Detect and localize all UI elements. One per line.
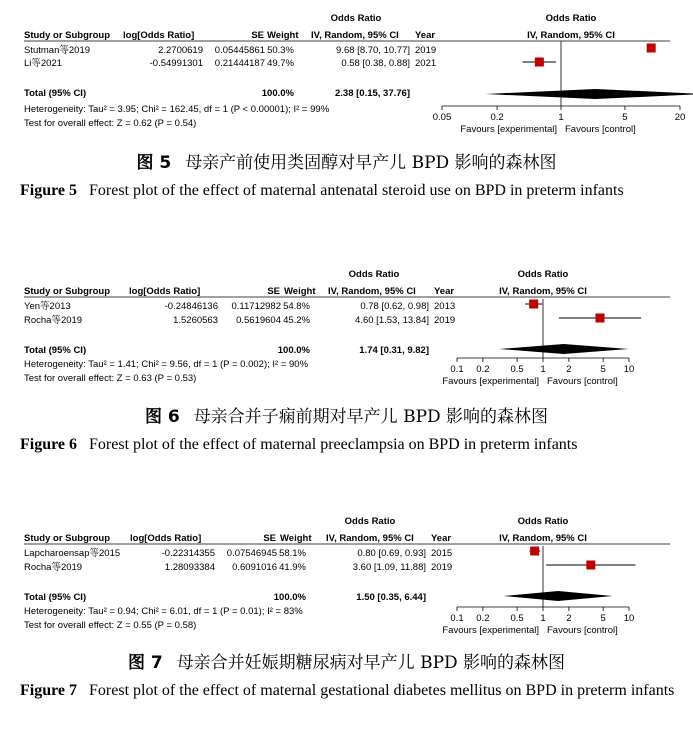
- header-se: SE: [251, 30, 264, 41]
- total-or-ci: 1.50 [0.35, 6.44]: [356, 592, 426, 603]
- x-tick-label: 2: [566, 613, 572, 624]
- header-study: Study or Subgroup: [24, 30, 111, 41]
- header-year: Year: [415, 30, 436, 41]
- forest-plot-7: [0, 504, 693, 649]
- study-name: Stutman等2019: [24, 45, 91, 56]
- point-estimate-marker: [586, 561, 595, 570]
- favours-right-label: Favours [control]: [547, 376, 618, 387]
- total-diamond: [504, 591, 613, 601]
- caption-cn-title: 母亲合并妊娠期糖尿病对早产儿 BPD 影响的森林图: [176, 653, 566, 673]
- header-or-top: Odds Ratio: [330, 13, 382, 24]
- x-tick-label: 0.5: [510, 613, 524, 624]
- header-weight: Weight: [284, 286, 316, 297]
- year-value: 2019: [431, 562, 453, 573]
- header-or-top: Odds Ratio: [348, 269, 400, 280]
- heterogeneity-text: Heterogeneity: Tau² = 3.95; Chi² = 162.45, df = 1 (P < 0.00001); I² = 99%: [24, 104, 330, 115]
- log-or-value: -0.24846136: [164, 301, 218, 312]
- log-or-value: -0.54991301: [149, 58, 203, 69]
- year-value: 2013: [434, 301, 456, 312]
- x-tick-label: 0.2: [490, 112, 504, 123]
- caption-en-number: Figure 5: [20, 182, 78, 199]
- weight-value: 49.7%: [267, 58, 294, 69]
- forest-svg-7: [0, 504, 693, 649]
- year-value: 2015: [431, 548, 453, 559]
- se-value: 0.07546945: [226, 548, 277, 559]
- caption-cn-title: 母亲合并子痫前期对早产儿 BPD 影响的森林图: [193, 407, 549, 427]
- or-ci-value: 0.58 [0.38, 0.88]: [341, 58, 410, 69]
- study-name: Rocha等2019: [24, 562, 83, 573]
- total-diamond: [486, 89, 693, 99]
- favours-right-label: Favours [control]: [565, 124, 636, 135]
- x-tick-label: 0.05: [432, 112, 452, 123]
- log-or-value: 2.2700619: [158, 45, 203, 56]
- x-tick-label: 1: [540, 364, 546, 375]
- favours-right-label: Favours [control]: [547, 625, 618, 636]
- header-se: SE: [267, 286, 280, 297]
- caption-en-title: Forest plot of the effect of maternal preeclampsia on BPD in preterm infants: [89, 436, 578, 453]
- caption-en-number: Figure 7: [20, 682, 78, 699]
- weight-value: 58.1%: [279, 548, 306, 559]
- x-tick-label: 2: [566, 364, 572, 375]
- x-tick-label: 5: [600, 364, 606, 375]
- x-tick-label: 20: [674, 112, 686, 123]
- x-tick-label: 10: [623, 364, 635, 375]
- caption-en-number: Figure 6: [20, 436, 78, 453]
- total-weight: 100.0%: [277, 345, 310, 356]
- forest-graph-7: [442, 546, 635, 636]
- x-tick-label: 0.1: [450, 364, 464, 375]
- study-row: [24, 300, 455, 312]
- study-row: [24, 314, 455, 326]
- log-or-value: -0.22314355: [161, 548, 215, 559]
- header-or-top: Odds Ratio: [344, 516, 396, 527]
- study-row: [24, 561, 452, 573]
- caption-en-title: Forest plot of the effect of maternal gestational diabetes mellitus on BPD in preterm infants: [89, 682, 675, 699]
- forest-plot-6: [0, 258, 693, 403]
- favours-left-label: Favours [experimental]: [460, 124, 557, 135]
- forest-graph-5: [433, 41, 693, 135]
- weight-value: 41.9%: [279, 562, 306, 573]
- study-name: Rocha等2019: [24, 315, 83, 326]
- header-or-ci: IV, Random, 95% CI: [326, 533, 414, 544]
- point-estimate-marker: [535, 58, 544, 67]
- or-ci-value: 9.68 [8.70, 10.77]: [336, 45, 410, 56]
- study-row: [24, 57, 436, 69]
- heterogeneity-text: Heterogeneity: Tau² = 1.41; Chi² = 9.56, df = 1 (P = 0.002); I² = 90%: [24, 359, 309, 370]
- x-tick-label: 1: [540, 613, 546, 624]
- or-ci-value: 4.60 [1.53, 13.84]: [355, 315, 429, 326]
- total-or-ci: 1.74 [0.31, 9.82]: [359, 345, 429, 356]
- se-value: 0.5619604: [236, 315, 281, 326]
- se-value: 0.11712982: [231, 301, 281, 312]
- header-or-ci: IV, Random, 95% CI: [328, 286, 416, 297]
- study-row: [24, 44, 436, 56]
- header-log-or: log[Odds Ratio]: [130, 533, 202, 544]
- header-study: Study or Subgroup: [24, 286, 111, 297]
- caption-en: [20, 178, 675, 203]
- total-or-ci: 2.38 [0.15, 37.76]: [335, 88, 410, 99]
- caption-en: [20, 678, 675, 703]
- or-ci-value: 0.78 [0.62, 0.98]: [360, 301, 429, 312]
- caption-cn-number: 图 7: [127, 653, 163, 673]
- point-estimate-marker: [529, 300, 538, 309]
- or-ci-value: 0.80 [0.69, 0.93]: [357, 548, 426, 559]
- x-tick-label: 0.2: [476, 613, 490, 624]
- header-plot-sub: IV, Random, 95% CI: [527, 30, 615, 41]
- point-estimate-marker: [647, 44, 656, 53]
- total-label: Total (95% CI): [24, 345, 87, 356]
- x-tick-label: 5: [622, 112, 628, 123]
- overall-effect-text: Test for overall effect: Z = 0.63 (P = 0.53): [24, 373, 197, 384]
- x-tick-label: 0.1: [450, 613, 464, 624]
- heterogeneity-text: Heterogeneity: Tau² = 0.94; Chi² = 6.01, df = 1 (P = 0.01); I² = 83%: [24, 606, 303, 617]
- header-study: Study or Subgroup: [24, 533, 111, 544]
- log-or-value: 1.28093384: [164, 562, 215, 573]
- x-tick-label: 5: [600, 613, 606, 624]
- caption-en-title: Forest plot of the effect of maternal antenatal steroid use on BPD in preterm infants: [89, 182, 624, 199]
- header-year: Year: [434, 286, 455, 297]
- x-tick-label: 0.2: [476, 364, 490, 375]
- x-tick-label: 1: [558, 112, 564, 123]
- caption-cn-number: 图 5: [136, 153, 172, 173]
- se-value: 0.05445861: [214, 45, 265, 56]
- year-value: 2021: [415, 58, 437, 69]
- forest-svg-6: [0, 258, 693, 403]
- total-label: Total (95% CI): [24, 592, 87, 603]
- weight-value: 50.3%: [267, 45, 294, 56]
- header-or-ci: IV, Random, 95% CI: [311, 30, 399, 41]
- header-plot-top: Odds Ratio: [517, 269, 569, 280]
- or-ci-value: 3.60 [1.09, 11.88]: [352, 562, 426, 573]
- total-weight: 100.0%: [273, 592, 306, 603]
- total-label: Total (95% CI): [24, 88, 87, 99]
- point-estimate-marker: [530, 547, 539, 556]
- caption-cn: [0, 148, 693, 173]
- header-weight: Weight: [280, 533, 312, 544]
- caption-cn-title: 母亲产前使用类固醇对早产儿 BPD 影响的森林图: [185, 153, 557, 173]
- header-year: Year: [431, 533, 452, 544]
- caption-cn: [0, 402, 693, 427]
- x-tick-label: 10: [623, 613, 635, 624]
- caption-cn-number: 图 6: [144, 407, 180, 427]
- forest-graph-6: [442, 299, 641, 387]
- header-plot-top: Odds Ratio: [517, 516, 569, 527]
- overall-effect-text: Test for overall effect: Z = 0.55 (P = 0.58): [24, 620, 197, 631]
- header-log-or: log[Odds Ratio]: [123, 30, 195, 41]
- se-value: 0.6091016: [232, 562, 277, 573]
- favours-left-label: Favours [experimental]: [442, 625, 539, 636]
- year-value: 2019: [434, 315, 456, 326]
- weight-value: 45.2%: [283, 315, 310, 326]
- caption-cn: [0, 648, 693, 673]
- study-name: Li等2021: [24, 58, 63, 69]
- header-weight: Weight: [267, 30, 299, 41]
- header-plot-sub: IV, Random, 95% CI: [499, 286, 587, 297]
- total-weight: 100.0%: [261, 88, 294, 99]
- total-diamond: [499, 344, 628, 354]
- header-se: SE: [263, 533, 276, 544]
- study-row: [24, 547, 452, 559]
- header-plot-sub: IV, Random, 95% CI: [499, 533, 587, 544]
- study-name: Yen等2013: [24, 301, 71, 312]
- header-log-or: log[Odds Ratio]: [129, 286, 201, 297]
- overall-effect-text: Test for overall effect: Z = 0.62 (P = 0.54): [24, 118, 197, 129]
- x-tick-label: 0.5: [510, 364, 524, 375]
- study-name: Lapcharoensap等2015: [24, 548, 121, 559]
- favours-left-label: Favours [experimental]: [442, 376, 539, 387]
- log-or-value: 1.5260563: [173, 315, 218, 326]
- point-estimate-marker: [595, 314, 604, 323]
- year-value: 2019: [415, 45, 437, 56]
- forest-plot-5: [0, 0, 693, 145]
- se-value: 0.21444187: [214, 58, 265, 69]
- weight-value: 54.8%: [283, 301, 310, 312]
- caption-en: [20, 432, 675, 457]
- header-plot-top: Odds Ratio: [545, 13, 597, 24]
- forest-svg-5: [0, 0, 693, 145]
